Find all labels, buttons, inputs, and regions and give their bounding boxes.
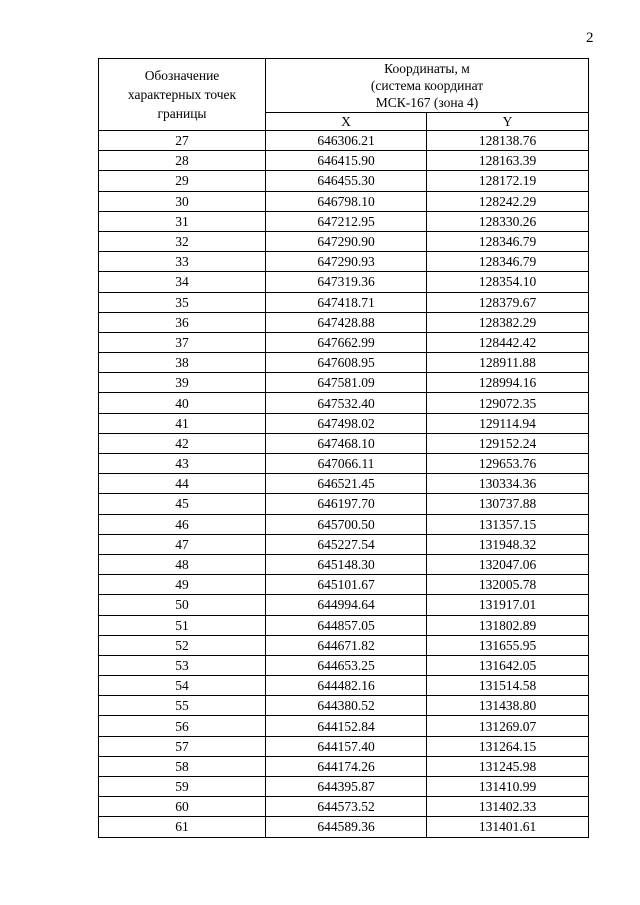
- x-coordinate-cell: 646521.45: [266, 474, 427, 494]
- x-coordinate-cell: 644380.52: [266, 696, 427, 716]
- point-number-cell: 34: [99, 272, 266, 292]
- point-number-cell: 40: [99, 393, 266, 413]
- y-coordinate-cell: 128172.19: [427, 171, 589, 191]
- y-coordinate-cell: 128330.26: [427, 211, 589, 231]
- x-coordinate-cell: 647290.93: [266, 252, 427, 272]
- point-number-cell: 54: [99, 676, 266, 696]
- table-row: [99, 272, 589, 292]
- x-column-header: X: [266, 113, 427, 131]
- table-row: [99, 131, 589, 151]
- table-row: [99, 696, 589, 716]
- coords-header-line-3: МСК-167 (зона 4): [375, 95, 479, 110]
- y-coordinate-cell: 131438.80: [427, 696, 589, 716]
- x-coordinate-cell: 647212.95: [266, 211, 427, 231]
- x-coordinate-cell: 644573.52: [266, 797, 427, 817]
- x-coordinate-cell: 647418.71: [266, 292, 427, 312]
- y-coordinate-cell: 128379.67: [427, 292, 589, 312]
- table-row: [99, 777, 589, 797]
- y-coordinate-cell: 131410.99: [427, 777, 589, 797]
- y-column-header: Y: [427, 113, 589, 131]
- table-row: [99, 231, 589, 251]
- point-number-cell: 49: [99, 575, 266, 595]
- x-coordinate-cell: 644994.64: [266, 595, 427, 615]
- point-number-cell: 28: [99, 151, 266, 171]
- x-coordinate-cell: 644671.82: [266, 635, 427, 655]
- y-coordinate-cell: 128242.29: [427, 191, 589, 211]
- table-row: [99, 393, 589, 413]
- table-row: [99, 312, 589, 332]
- y-coordinate-cell: 130737.88: [427, 494, 589, 514]
- table-row: [99, 655, 589, 675]
- y-coordinate-cell: 131655.95: [427, 635, 589, 655]
- x-coordinate-cell: 644653.25: [266, 655, 427, 675]
- point-number-cell: 32: [99, 231, 266, 251]
- table-row: [99, 817, 589, 837]
- y-coordinate-cell: 129072.35: [427, 393, 589, 413]
- table-row: [99, 716, 589, 736]
- table-body: [99, 131, 589, 838]
- point-number-cell: 46: [99, 514, 266, 534]
- point-number-cell: 50: [99, 595, 266, 615]
- table-row: [99, 373, 589, 393]
- point-number-cell: 53: [99, 655, 266, 675]
- point-number-cell: 55: [99, 696, 266, 716]
- table-row: [99, 554, 589, 574]
- point-number-cell: 39: [99, 373, 266, 393]
- point-header-line-2: характерных точек: [127, 87, 237, 102]
- point-number-cell: 30: [99, 191, 266, 211]
- table-row: [99, 575, 589, 595]
- y-coordinate-cell: 128346.79: [427, 231, 589, 251]
- x-coordinate-cell: 647319.36: [266, 272, 427, 292]
- x-coordinate-cell: 644857.05: [266, 615, 427, 635]
- y-coordinate-cell: 128346.79: [427, 252, 589, 272]
- table-row: [99, 151, 589, 171]
- x-coordinate-cell: 647290.90: [266, 231, 427, 251]
- y-coordinate-cell: 131948.32: [427, 534, 589, 554]
- y-coordinate-cell: 129152.24: [427, 433, 589, 453]
- table-row: [99, 595, 589, 615]
- point-number-cell: 41: [99, 413, 266, 433]
- x-coordinate-cell: 646415.90: [266, 151, 427, 171]
- point-number-cell: 31: [99, 211, 266, 231]
- table-row: [99, 433, 589, 453]
- point-number-cell: 60: [99, 797, 266, 817]
- y-coordinate-cell: 128911.88: [427, 353, 589, 373]
- x-coordinate-cell: 645227.54: [266, 534, 427, 554]
- y-coordinate-cell: 129653.76: [427, 454, 589, 474]
- y-coordinate-cell: 132047.06: [427, 554, 589, 574]
- point-number-cell: 37: [99, 332, 266, 352]
- table-row: [99, 514, 589, 534]
- coords-header-line-1: Координаты, м: [384, 61, 470, 76]
- y-coordinate-cell: 131514.58: [427, 676, 589, 696]
- table-row: [99, 797, 589, 817]
- point-number-cell: 43: [99, 454, 266, 474]
- x-coordinate-cell: 647532.40: [266, 393, 427, 413]
- point-number-cell: 29: [99, 171, 266, 191]
- x-coordinate-cell: 645101.67: [266, 575, 427, 595]
- y-coordinate-cell: 128163.39: [427, 151, 589, 171]
- y-coordinate-cell: 131401.61: [427, 817, 589, 837]
- y-coordinate-cell: 131917.01: [427, 595, 589, 615]
- point-number-cell: 56: [99, 716, 266, 736]
- point-number-cell: 61: [99, 817, 266, 837]
- y-coordinate-cell: 128442.42: [427, 332, 589, 352]
- y-coordinate-cell: 128354.10: [427, 272, 589, 292]
- table-row: [99, 454, 589, 474]
- y-coordinate-cell: 128994.16: [427, 373, 589, 393]
- x-coordinate-cell: 647608.95: [266, 353, 427, 373]
- point-number-cell: 51: [99, 615, 266, 635]
- point-number-cell: 38: [99, 353, 266, 373]
- x-coordinate-cell: 647581.09: [266, 373, 427, 393]
- y-coordinate-cell: 131264.15: [427, 736, 589, 756]
- y-coordinate-cell: 131402.33: [427, 797, 589, 817]
- x-coordinate-cell: 645700.50: [266, 514, 427, 534]
- point-header-line-1: Обозначение: [144, 68, 220, 83]
- x-coordinate-cell: 644482.16: [266, 676, 427, 696]
- x-coordinate-cell: 646455.30: [266, 171, 427, 191]
- coords-header-line-2: (система координат: [370, 78, 484, 93]
- x-coordinate-cell: 647428.88: [266, 312, 427, 332]
- table-row: [99, 494, 589, 514]
- y-coordinate-cell: 131802.89: [427, 615, 589, 635]
- point-number-cell: 47: [99, 534, 266, 554]
- point-header-line-3: границы: [157, 106, 207, 121]
- y-coordinate-cell: 132005.78: [427, 575, 589, 595]
- point-number-cell: 44: [99, 474, 266, 494]
- x-coordinate-cell: 646798.10: [266, 191, 427, 211]
- y-coordinate-cell: 128382.29: [427, 312, 589, 332]
- y-coordinate-cell: 129114.94: [427, 413, 589, 433]
- y-coordinate-cell: 131642.05: [427, 655, 589, 675]
- table-row: [99, 676, 589, 696]
- x-coordinate-cell: 644395.87: [266, 777, 427, 797]
- x-coordinate-cell: 645148.30: [266, 554, 427, 574]
- y-coordinate-cell: 131357.15: [427, 514, 589, 534]
- x-coordinate-cell: 644589.36: [266, 817, 427, 837]
- point-number-cell: 52: [99, 635, 266, 655]
- coordinates-header: [266, 59, 589, 113]
- x-coordinate-cell: 644174.26: [266, 756, 427, 776]
- point-number-cell: 57: [99, 736, 266, 756]
- point-number-cell: 27: [99, 131, 266, 151]
- table-row: [99, 736, 589, 756]
- point-number-cell: 48: [99, 554, 266, 574]
- point-number-cell: 59: [99, 777, 266, 797]
- x-coordinate-cell: 644152.84: [266, 716, 427, 736]
- x-coordinate-cell: 644157.40: [266, 736, 427, 756]
- point-number-cell: 45: [99, 494, 266, 514]
- table-row: [99, 756, 589, 776]
- x-coordinate-cell: 647498.02: [266, 413, 427, 433]
- x-coordinate-cell: 646197.70: [266, 494, 427, 514]
- y-coordinate-cell: 128138.76: [427, 131, 589, 151]
- x-coordinate-cell: 647662.99: [266, 332, 427, 352]
- point-designation-header: [99, 59, 266, 131]
- coordinates-table: [98, 58, 589, 838]
- table-row: [99, 171, 589, 191]
- point-number-cell: 42: [99, 433, 266, 453]
- y-coordinate-cell: 131245.98: [427, 756, 589, 776]
- page-number: 2: [586, 30, 594, 46]
- table-header: [99, 59, 589, 131]
- table-row: [99, 292, 589, 312]
- table-row: [99, 252, 589, 272]
- x-coordinate-cell: 647468.10: [266, 433, 427, 453]
- x-coordinate-cell: 647066.11: [266, 454, 427, 474]
- y-coordinate-cell: 131269.07: [427, 716, 589, 736]
- table-row: [99, 615, 589, 635]
- point-number-cell: 58: [99, 756, 266, 776]
- table-row: [99, 191, 589, 211]
- table-row: [99, 332, 589, 352]
- point-number-cell: 36: [99, 312, 266, 332]
- point-number-cell: 33: [99, 252, 266, 272]
- table-row: [99, 474, 589, 494]
- table-row: [99, 211, 589, 231]
- table-row: [99, 635, 589, 655]
- table-row: [99, 534, 589, 554]
- table-row: [99, 353, 589, 373]
- point-number-cell: 35: [99, 292, 266, 312]
- x-coordinate-cell: 646306.21: [266, 131, 427, 151]
- table-row: [99, 413, 589, 433]
- y-coordinate-cell: 130334.36: [427, 474, 589, 494]
